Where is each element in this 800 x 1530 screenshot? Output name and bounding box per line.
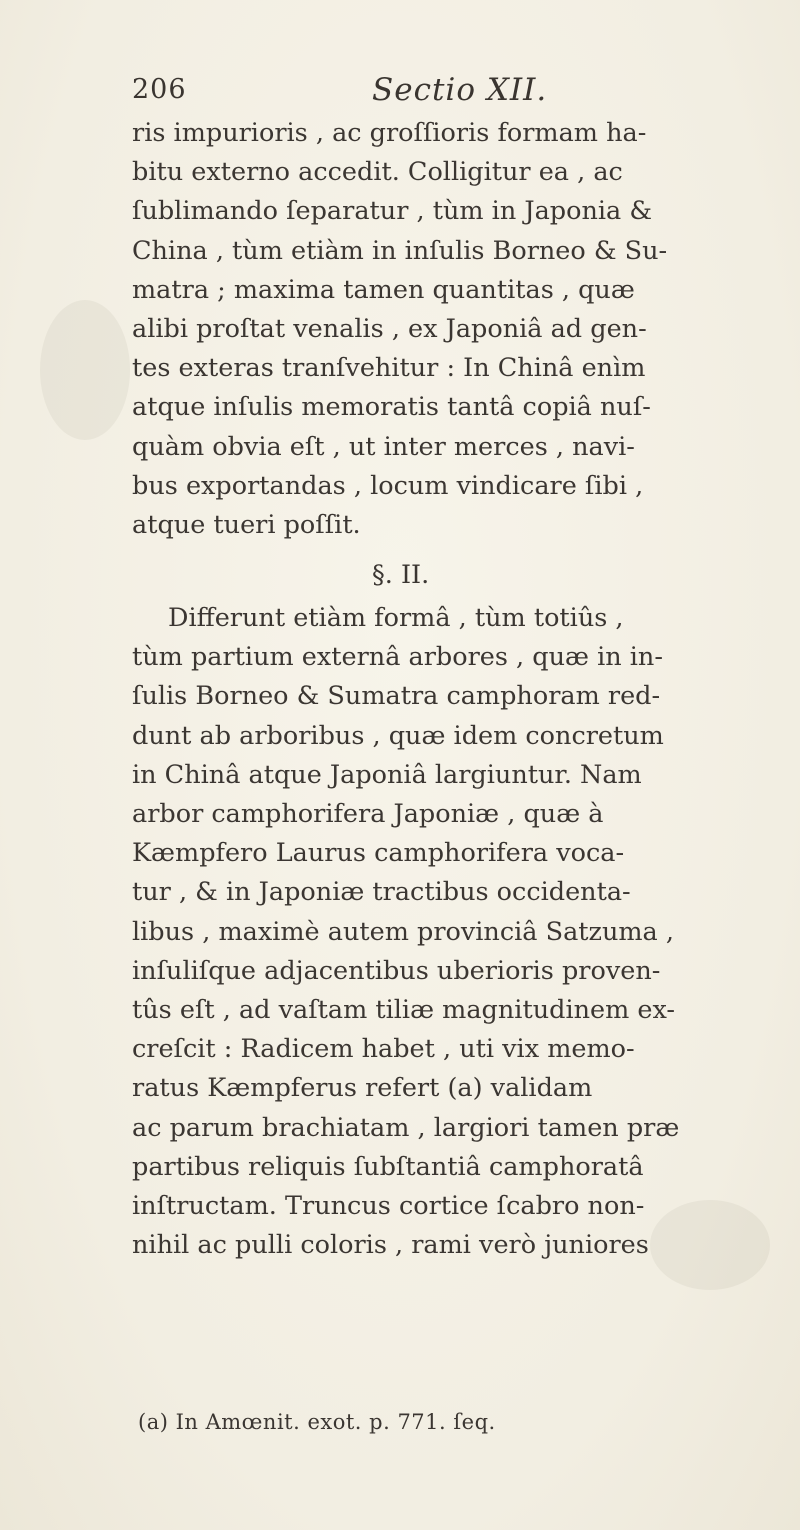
text-line: ſublimando ſeparatur , tùm in Japonia & [132,196,653,227]
text-line: quàm obvia eſt , ut inter merces , navi- [132,431,635,462]
text-line: tûs eſt , ad vaſtam tiliæ magnitudinem ex- [132,994,676,1025]
text-line: ſulis Borneo & Sumatra camphoram red- [132,681,661,712]
paper-stain [40,300,130,440]
text-line: Differunt etiàm formâ , tùm totiûs , [168,603,624,634]
text-line: ratus Kæmpferus refert (a) validam [132,1073,593,1104]
running-head: Sectio XII. [372,72,548,108]
text-line: dunt ab arboribus , quæ idem concretum [132,720,664,751]
text-line: libus , maximè autem provinciâ Satzuma , [132,916,674,947]
text-line: tùm partium externâ arbores , quæ in in- [132,642,663,673]
text-line: ris impurioris , ac groſſioris formam ha- [132,118,647,148]
text-line: ac parum brachiatam , largiori tamen præ [132,1112,680,1143]
text-line: tes exteras tranſvehitur : In Chinâ enìm [132,353,646,384]
text-line: Kæmpfero Laurus camphorifera voca- [132,838,625,869]
text-line: tur , & in Japoniæ tractibus occidenta- [132,877,631,908]
text-line: bitu externo accedit. Colligitur ea , ac [132,157,623,188]
text-line: China , tùm etiàm in inſulis Borneo & Su- [132,235,668,266]
text-line: nihil ac pulli coloris , rami verò juniores [132,1230,649,1261]
section-heading: §. II. [372,560,430,591]
text-line: inſuliſque adjacentibus uberioris proven- [132,955,661,986]
text-line: matra ; maxima tamen quantitas , quæ [132,274,635,305]
text-line: bus exportandas , locum vindicare ſibi , [132,470,644,501]
text-line: creſcit : Radicem habet , uti vix memo- [132,1034,635,1065]
text-line: in Chinâ atque Japoniâ largiuntur. Nam [132,759,642,790]
text-line: arbor camphorifera Japoniæ , quæ à [132,799,604,829]
text-line: alibi proſtat venalis , ex Japoniâ ad gen- [132,313,647,344]
text-line: atque inſulis memoratis tantâ copiâ nuſ- [132,392,651,423]
text-line: atque tueri poſſit. [132,509,361,540]
text-line: partibus reliquis ſubſtantiâ camphoratâ [132,1151,644,1182]
page-header [132,74,732,114]
page-number: 206 [132,74,187,105]
text-line: inſtructam. Truncus cortice ſcabro non- [132,1190,645,1221]
footnote: (a) In Amœnit. exot. p. 771. ſeq. [138,1410,496,1434]
main-text [132,114,772,1265]
